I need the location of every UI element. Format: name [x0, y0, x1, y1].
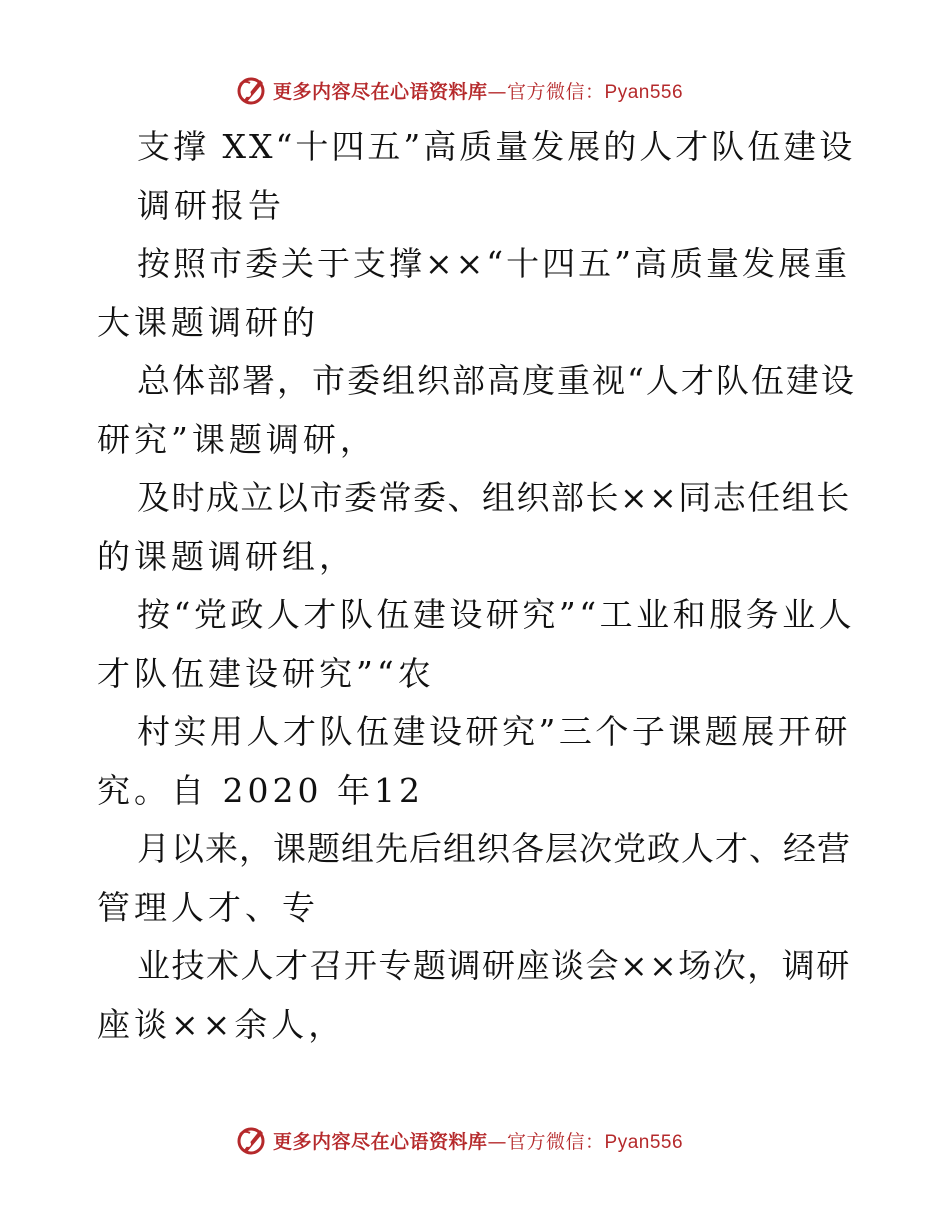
doc-line: 总体部署，市委组织部高度重视“人才队伍建设: [137, 361, 856, 400]
doc-line: 调研报告: [137, 185, 285, 225]
red-quill-logo-icon: [236, 1124, 268, 1156]
header-banner: [236, 73, 683, 107]
doc-line: 村实用人才队伍建设研究”三个子课题展开研: [137, 712, 851, 751]
header-brand-text: 更多内容尽在心语资料库: [273, 80, 488, 103]
doc-line: 究。自 2020 年12: [97, 770, 424, 810]
footer-wechat-id: Pyan556: [604, 1131, 684, 1153]
doc-line: 大课题调研的: [97, 302, 319, 342]
footer-banner: [236, 1123, 683, 1157]
doc-line: 才队伍建设研究”“农: [97, 653, 435, 693]
document-body: [97, 118, 857, 1054]
doc-line: 管理人才、专: [97, 887, 319, 927]
doc-line: 按“党政人才队伍建设研究”“工业和服务业人: [137, 595, 856, 634]
footer-separator: —: [487, 1130, 508, 1153]
footer-wechat-label: 官方微信：: [507, 1130, 605, 1153]
header-wechat-label: 官方微信：: [507, 80, 605, 103]
doc-line: 座谈××余人，: [97, 1004, 346, 1044]
doc-line: 月以来，课题组先后组织各层次党政人才、经营: [137, 829, 851, 868]
doc-line: 的课题调研组，: [97, 536, 356, 576]
doc-line: 按照市委关于支撑××“十四五”高质量发展重: [137, 244, 851, 283]
footer-brand-text: 更多内容尽在心语资料库: [273, 1130, 488, 1153]
doc-line: 及时成立以市委常委、组织部长××同志任组长: [137, 478, 851, 517]
header-separator: —: [487, 80, 508, 103]
doc-line: 支撑 XX“十四五”高质量发展的人才队伍建设: [137, 127, 856, 166]
red-quill-logo-icon: [236, 74, 268, 106]
doc-line: 业技术人才召开专题调研座谈会××场次，调研: [137, 946, 851, 985]
doc-line: 研究”课题调研，: [97, 419, 377, 459]
header-wechat-id: Pyan556: [604, 81, 684, 103]
